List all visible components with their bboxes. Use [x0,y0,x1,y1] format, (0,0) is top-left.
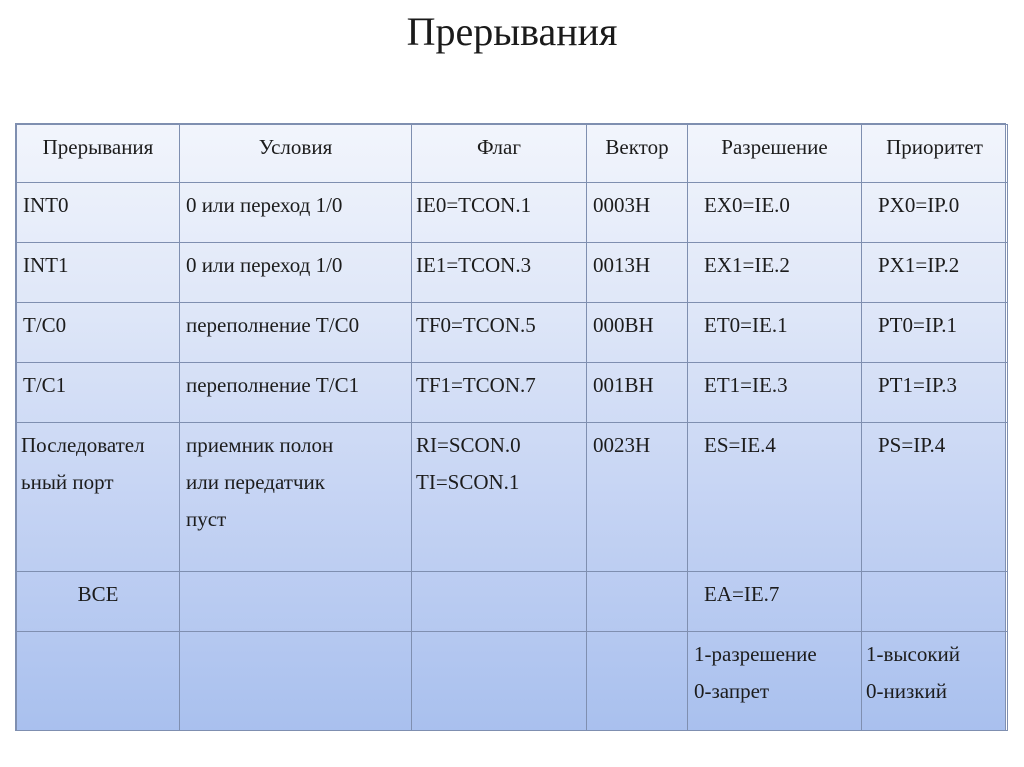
cell-condition: переполнение T/C1 [180,363,412,423]
cell-empty [412,572,587,632]
cell-condition: 0 или переход 1/0 [180,183,412,243]
cell-source: T/C0 [17,303,180,363]
cell-vector: 000BH [587,303,688,363]
cell-empty [180,632,412,731]
cell-enable: ES=IE.4 [688,423,862,572]
table-row [17,243,1008,303]
cell-condition: 0 или переход 1/0 [180,243,412,303]
cell-priority: PX1=IP.2 [862,243,1008,303]
cell-empty [587,632,688,731]
cell-enable-legend [688,632,862,731]
priority-legend-line: 0-низкий [866,679,947,703]
cell-empty [412,632,587,731]
cell-enable: ET1=IE.3 [688,363,862,423]
table-row [17,303,1008,363]
cell-priority: PS=IP.4 [862,423,1008,572]
cell-flag: IE0=TCON.1 [412,183,587,243]
header-flag: Флаг [412,125,587,183]
cell-flag: IE1=TCON.3 [412,243,587,303]
enable-legend-line: 1-разрешение [694,642,817,666]
header-conditions: Условия [180,125,412,183]
cell-condition-line: или передатчик [186,470,325,494]
cell-priority: PT1=IP.3 [862,363,1008,423]
cell-empty [587,572,688,632]
cell-flag: TF1=TCON.7 [412,363,587,423]
cell-flag-line: TI=SCON.1 [416,470,520,494]
cell-vector: 0013H [587,243,688,303]
cell-empty [180,572,412,632]
priority-legend-line: 1-высокий [866,642,961,666]
header-vector: Вектор [587,125,688,183]
cell-source: INT0 [17,183,180,243]
cell-source-all: ВСЕ [17,572,180,632]
cell-flag-line: RI=SCON.0 [416,433,521,457]
table-row-all [17,572,1008,632]
cell-condition: переполнение T/C0 [180,303,412,363]
interrupts-table [15,123,1006,731]
table-row [17,423,1008,572]
enable-legend-line: 0-запрет [694,679,770,703]
table-row [17,183,1008,243]
header-enable: Разрешение [688,125,862,183]
cell-priority: PX0=IP.0 [862,183,1008,243]
cell-condition-line: пуст [186,507,227,531]
cell-vector: 0023H [587,423,688,572]
cell-source-line: ьный порт [21,470,114,494]
cell-enable: ET0=IE.1 [688,303,862,363]
header-interrupts: Прерывания [17,125,180,183]
table-row-legend [17,632,1008,731]
cell-flag: TF0=TCON.5 [412,303,587,363]
cell-condition [180,423,412,572]
cell-vector: 0003H [587,183,688,243]
table-row [17,363,1008,423]
cell-vector: 001BH [587,363,688,423]
cell-priority-legend [862,632,1008,731]
cell-flag [412,423,587,572]
cell-enable: EX0=IE.0 [688,183,862,243]
cell-source: INT1 [17,243,180,303]
cell-empty [17,632,180,731]
cell-enable: EX1=IE.2 [688,243,862,303]
cell-source-line: Последовател [21,433,145,457]
slide-title: Прерывания [406,9,618,54]
cell-empty [862,572,1008,632]
cell-source [17,423,180,572]
cell-source: T/C1 [17,363,180,423]
header-priority: Приоритет [862,125,1008,183]
table-header-row [17,125,1008,183]
cell-priority: PT0=IP.1 [862,303,1008,363]
cell-enable-all: EA=IE.7 [688,572,862,632]
cell-condition-line: приемник полон [186,433,334,457]
